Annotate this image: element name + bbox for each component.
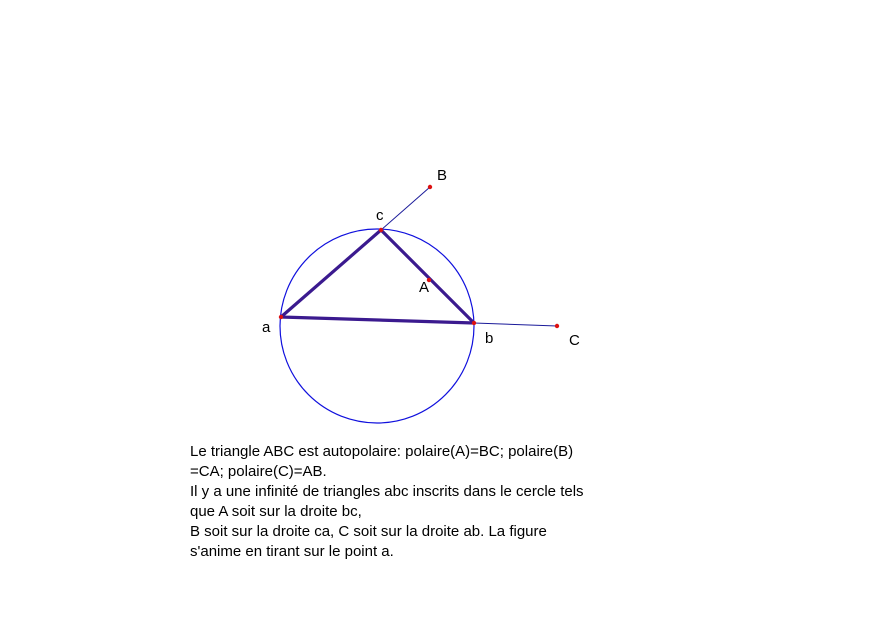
circumcircle — [280, 229, 474, 423]
label-C: C — [569, 332, 580, 349]
label-a: a — [262, 319, 271, 336]
line-b-to-C — [474, 323, 557, 326]
label-B: B — [437, 167, 448, 184]
point-c[interactable] — [379, 228, 383, 232]
label-b: b — [485, 330, 494, 347]
label-c: c — [376, 207, 384, 224]
point-C[interactable] — [555, 324, 559, 328]
caption-line: Il y a une infinité de triangles abc inscrits dans le cercle tels — [190, 483, 584, 500]
point-b[interactable] — [472, 321, 476, 325]
line-c-to-B — [381, 187, 430, 230]
label-A: A — [419, 279, 430, 296]
caption — [190, 442, 630, 562]
inscribed-triangle-abc — [281, 230, 474, 323]
caption-line: que A soit sur la droite bc, — [190, 503, 362, 520]
caption-line: =CA; polaire(C)=AB. — [190, 463, 327, 480]
caption-line: s'anime en tirant sur le point a. — [190, 543, 394, 560]
caption-line: B soit sur la droite ca, C soit sur la droite ab. La figure — [190, 523, 547, 540]
point-B[interactable] — [428, 185, 432, 189]
caption-line: Le triangle ABC est autopolaire: polaire(A)=BC; polaire(B) — [190, 443, 574, 460]
point-a[interactable] — [279, 315, 283, 319]
